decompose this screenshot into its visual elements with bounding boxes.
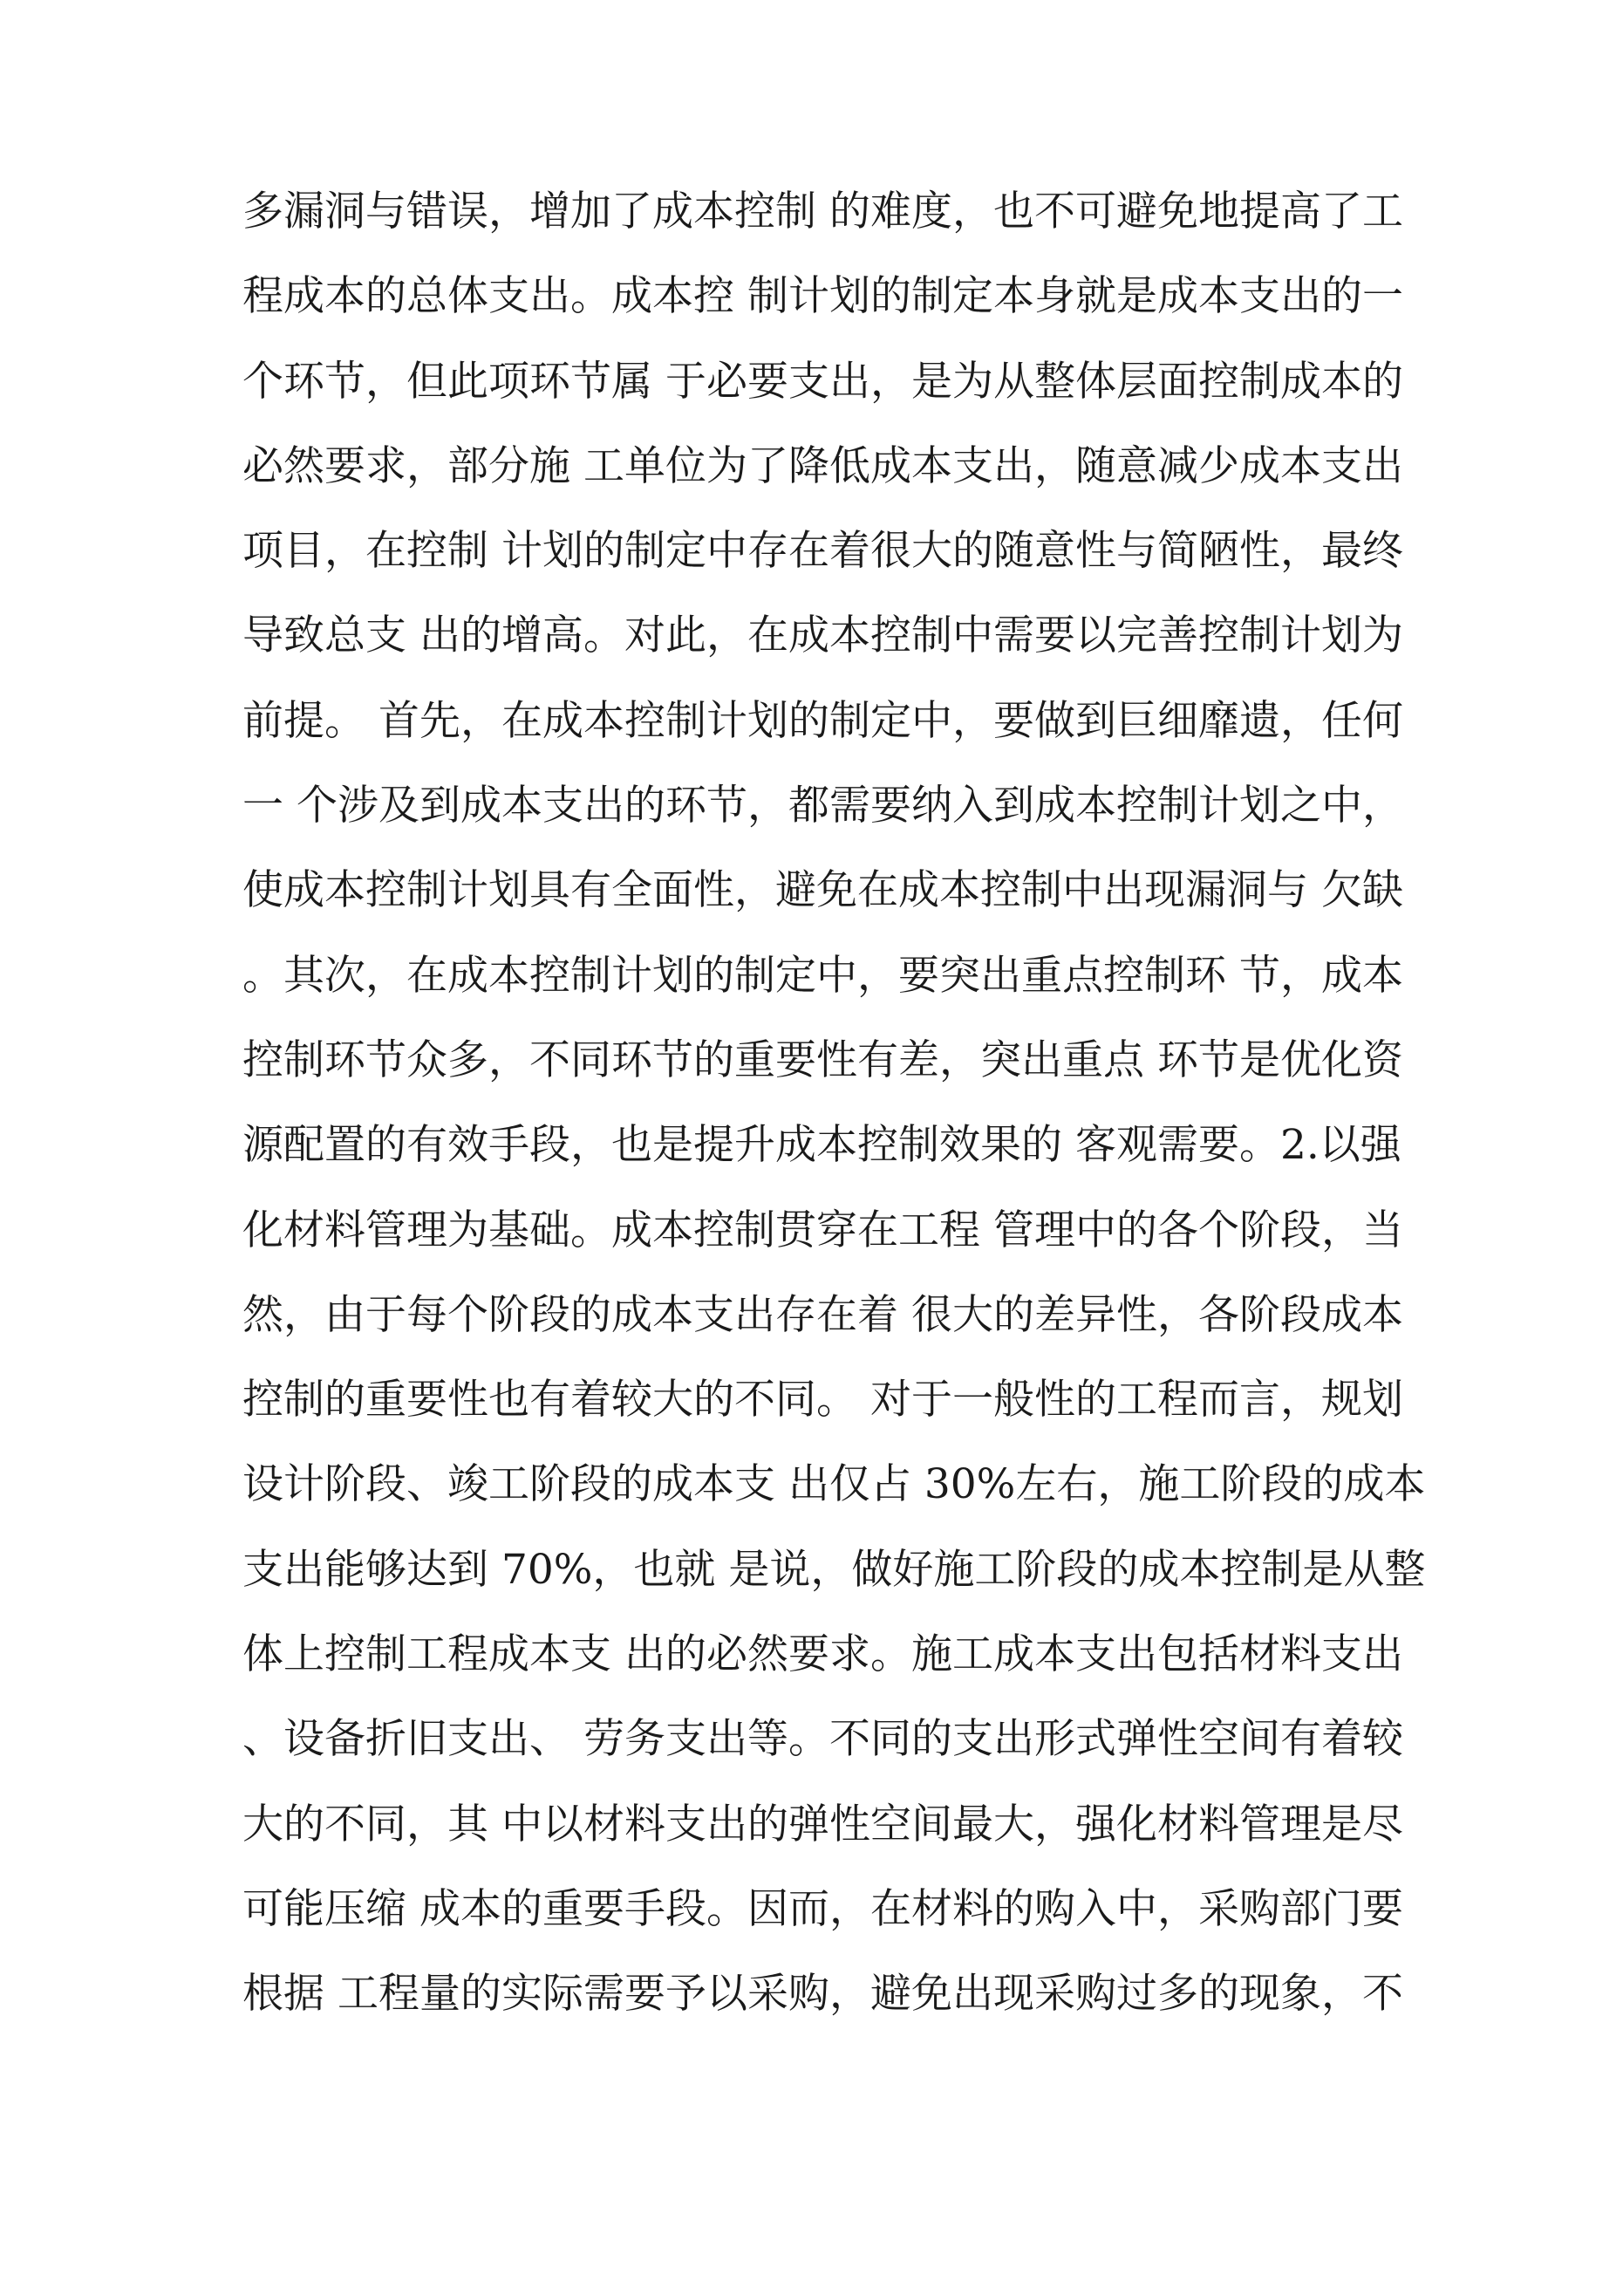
text-line: 、设备折旧支出、 劳务支出等。不同的支出形式弹性空间有着较 <box>242 1715 1403 1764</box>
text-line: 项目，在控制 计划的制定中存在着很大的随意性与简陋性，最终 <box>242 527 1403 576</box>
text-line: 使成本控制计划具有全面性，避免在成本控制中出现漏洞与 欠缺 <box>242 866 1403 915</box>
text-line: 前提。 首先，在成本控制计划的制定中，要做到巨细靡遗，任何 <box>242 696 1403 745</box>
text-line: 根据 工程量的实际需要予以采购，避免出现采购过多的现象，不 <box>242 1970 1403 2019</box>
text-line: 必然要求，部分施 工单位为了降低成本支出，随意减少成本支出 <box>242 441 1403 490</box>
text-line: 设计阶段、竣工阶段的成本支 出仅占 30%左右，施工阶段的成本 <box>242 1460 1426 1509</box>
text-line: 然，由于每个阶段的成本支出存在着 很大的差异性，各阶段成本 <box>242 1290 1403 1339</box>
text-line: 一 个涉及到成本支出的环节，都需要纳入到成本控制计划之中， <box>242 782 1403 830</box>
text-line: 个环节，但此项环节属 于必要支出，是为从整体层面控制成本的 <box>242 357 1403 406</box>
text-line: 体上控制工程成本支 出的必然要求。施工成本支出包括材料支出 <box>242 1630 1403 1679</box>
text-line: 控制环节众多，不同环节的重要性有差，突出重点 环节是优化资 <box>242 1035 1403 1084</box>
text-line: 大的不同，其 中以材料支出的弹性空间最大，强化材料管理是尽 <box>242 1800 1403 1848</box>
text-line: 化材料管理为基础。成本控制贯穿在工程 管理中的各个阶段，当 <box>242 1206 1403 1254</box>
text-line: 源配置的有效手段，也是提升成本控制效果的 客观需要。2.以强 <box>242 1121 1401 1170</box>
text-line: 程成本的总体支出。成本控 制计划的制定本身就是成本支出的一 <box>242 272 1403 321</box>
text-line: 可能压缩 成本的重要手段。因而，在材料的购入中，采购部门要 <box>242 1884 1403 1933</box>
text-line: 多漏洞与错误，增加了成本控制 的难度，也不可避免地提高了工 <box>242 188 1403 236</box>
body-text <box>242 169 1429 2037</box>
text-line: 。其次，在成本控制计划的制定中，要突出重点控制环 节，成本 <box>242 951 1403 1000</box>
text-line: 支出能够达到 70%，也就 是说，做好施工阶段的成本控制是从整 <box>242 1545 1426 1594</box>
text-line: 控制的重要性也有着较大的不同。 对于一般性的工程而言，规划 <box>242 1376 1403 1425</box>
text-line: 导致总支 出的增高。对此，在成本控制中需要以完善控制计划为 <box>242 612 1403 660</box>
